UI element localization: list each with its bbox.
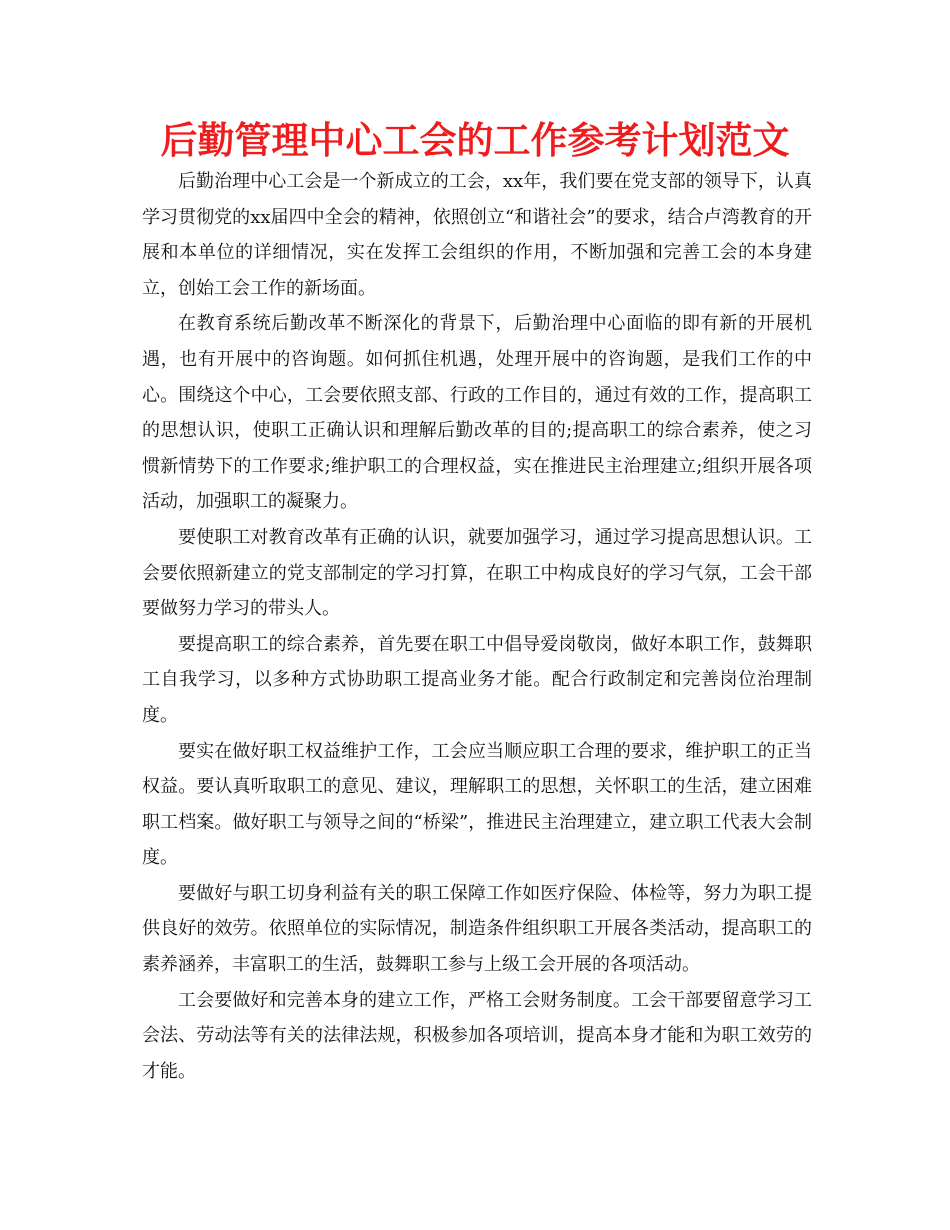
paragraph-5: 要实在做好职工权益维护工作，工会应当顺应职工合理的要求，维护职工的正当权益。要认真听取职工的意见、建议，理解职工的思想，关怀职工的生活，建立困难职工档案。做好职工与领导之间的“桥梁”，推进民主治理建立，建立职工代表大会制度。	[142, 740, 812, 869]
paragraph-1: 后勤治理中心工会是一个新成立的工会，xx年，我们要在党支部的领导下，认真学习贯彻党的xx届四中全会的精神，依照创立“和谐社会”的要求，结合卢湾教育的开展和本单位的详细情况，实在发挥工会组织的作用，不断加强和完善工会的本身建立，创始工会工作的新场面。	[142, 171, 812, 299]
paragraph-6: 要做好与职工切身利益有关的职工保障工作如医疗保险、体检等，努力为职工提供良好的效劳。依照单位的实际情况，制造条件组织职工开展各类活动，提高职工的素养涵养，丰富职工的生活，鼓舞职工参与上级工会开展的各项活动。	[142, 882, 812, 976]
paragraph-7: 工会要做好和完善本身的建立工作，严格工会财务制度。工会干部要留意学习工会法、劳动法等有关的法律法规，积极参加各项培训，提高本身才能和为职工效劳的才能。	[142, 989, 812, 1082]
paragraph-3: 要使职工对教育改革有正确的认识，就要加强学习，通过学习提高思想认识。工会要依照新建立的党支部制定的学习打算，在职工中构成良好的学习气氛，工会干部要做努力学习的带头人。	[142, 526, 812, 620]
document-body	[142, 164, 812, 1089]
paragraph-4: 要提高职工的综合素养，首先要在职工中倡导爱岗敬岗，做好本职工作，鼓舞职工自我学习，以多种方式协助职工提高业务才能。配合行政制定和完善岗位治理制度。	[142, 633, 812, 726]
paragraph-2: 在教育系统后勤改革不断深化的背景下，后勤治理中心面临的即有新的开展机遇，也有开展中的咨询题。如何抓住机遇，处理开展中的咨询题，是我们工作的中心。围绕这个中心，工会要依照支部、行政的工作目的，通过有效的工作，提高职工的思想认识，使职工正确认识和理解后勤改革的目的;提高职工的综合素养，使之习惯新情势下的工作要求;维护职工的合理权益，实在推进民主治理建立;组织开展各项活动，加强职工的凝聚力。	[142, 313, 812, 513]
document-title: 后勤管理中心工会的工作参考计划范文	[160, 119, 790, 162]
